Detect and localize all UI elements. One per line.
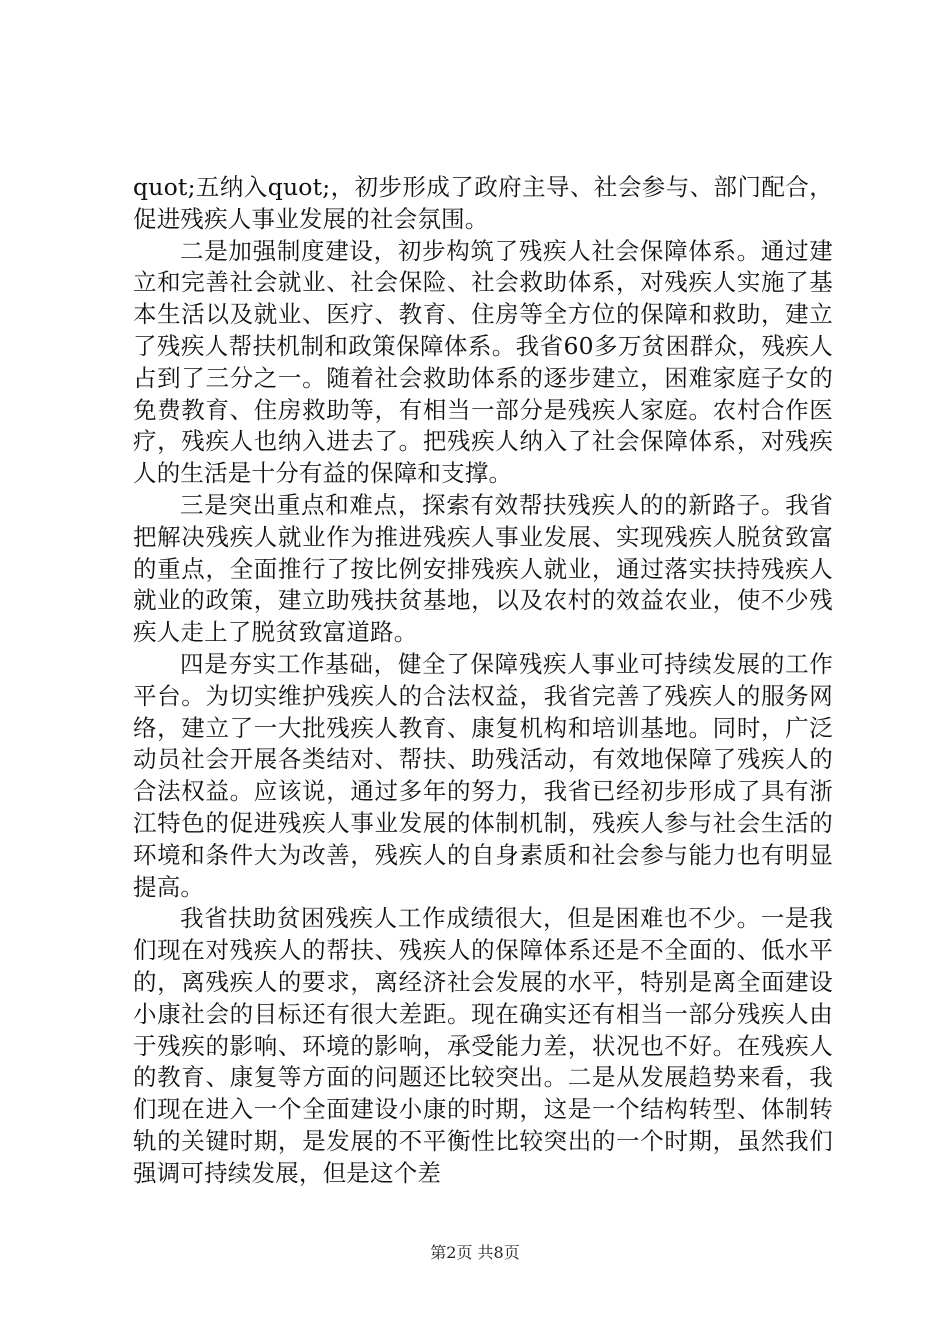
- paragraph-system-building: 二是加强制度建设，初步构筑了残疾人社会保障体系。通过建立和完善社会就业、社会保险、社会救助体系，对残疾人实施了基本生活以及就业、医疗、教育、住房等全方位的保障和救助，建立了残疾人帮扶机制和政策保障体系。我省60多万贫困群众，残疾人占到了三分之一。随着社会救助体系的逐步建立，困难家庭子女的免费教育、住房救助等，有相当一部分是残疾人家庭。农村合作医疗，残疾人也纳入进去了。把残疾人纳入了社会保障体系，对残疾人的生活是十分有益的保障和支撑。: [133, 236, 833, 488]
- document-body: [133, 172, 833, 1190]
- paragraph-continued: quot;五纳入quot;，初步形成了政府主导、社会参与、部门配合，促进残疾人事业发展的社会氛围。: [133, 173, 833, 233]
- page-number-footer: 第2页 共8页: [430, 1243, 520, 1262]
- paragraph-key-points: 三是突出重点和难点，探索有效帮扶残疾人的的新路子。我省把解决残疾人就业作为推进残疾人事业发展、实现残疾人脱贫致富的重点，全面推行了按比例安排残疾人就业，通过落实扶持残疾人就业的政策，建立助残扶贫基地，以及农村的效益农业，使不少残疾人走上了脱贫致富道路。: [133, 490, 833, 647]
- paragraph-difficulties: 我省扶助贫困残疾人工作成绩很大，但是困难也不少。一是我们现在对残疾人的帮扶、残疾人的保障体系还是不全面的、低水平的，离残疾人的要求，离经济社会发展的水平，特别是离全面建设小康社会的目标还有很大差距。现在确实还有相当一部分残疾人由于残疾的影响、环境的影响，承受能力差，状况也不好。在残疾人的教育、康复等方面的问题还比较突出。二是从发展趋势来看，我们现在进入一个全面建设小康的时期，这是一个结构转型、体制转轨的关键时期，是发展的不平衡性比较突出的一个时期，虽然我们强调可持续发展，但是这个差: [133, 904, 833, 1187]
- paragraph-work-foundation: 四是夯实工作基础，健全了保障残疾人事业可持续发展的工作平台。为切实维护残疾人的合法权益，我省完善了残疾人的服务网络，建立了一大批残疾人教育、康复机构和培训基地。同时，广泛动员社会开展各类结对、帮扶、助残活动，有效地保障了残疾人的合法权益。应该说，通过多年的努力，我省已经初步形成了具有浙江特色的促进残疾人事业发展的体制机制，残疾人参与社会生活的环境和条件大为改善，残疾人的自身素质和社会参与能力也有明显提高。: [133, 649, 833, 901]
